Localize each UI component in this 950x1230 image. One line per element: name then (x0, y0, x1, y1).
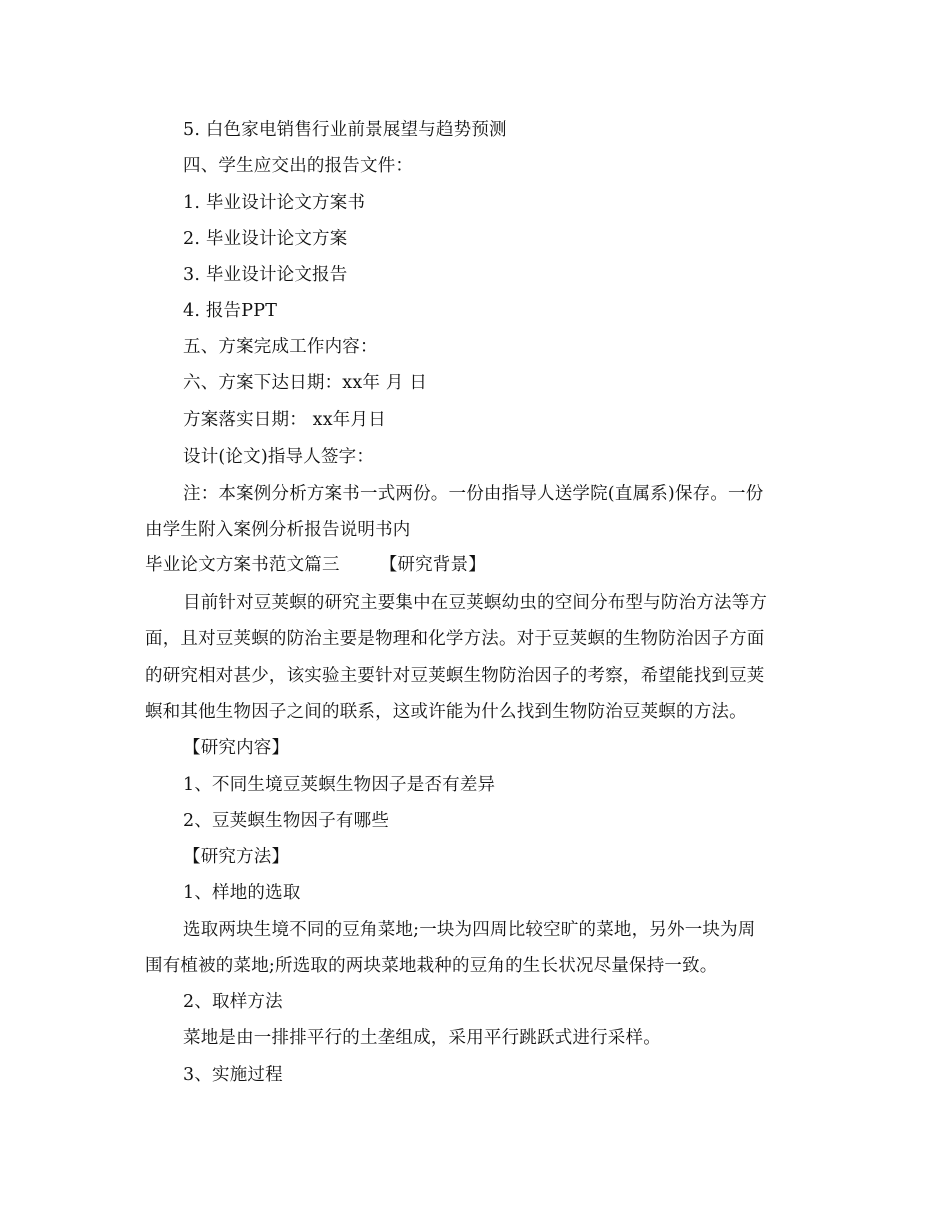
list-item: 3、实施过程 (183, 1065, 283, 1085)
date-line: 六、方案下达日期：xx年 月 日 (183, 373, 428, 393)
section-bracket-heading: 【研究背景】 (379, 555, 486, 575)
bracket-heading: 【研究内容】 (183, 738, 290, 758)
bracket-heading: 【研究方法】 (183, 847, 290, 867)
list-item: 2、取样方法 (183, 992, 283, 1012)
section-heading: 四、学生应交出的报告文件： (183, 156, 414, 176)
paragraph-line: 菜地是由一排排平行的土垄组成，采用平行跳跃式进行采样。 (183, 1028, 661, 1048)
list-item: 5. 白色家电销售行业前景展望与趋势预测 (183, 120, 507, 140)
list-item: 2. 毕业设计论文方案 (183, 229, 348, 249)
section-heading: 五、方案完成工作内容： (183, 337, 378, 357)
note-line: 注：本案例分析方案书一式两份。一份由指导人送学院(直属系)保存。一份 (183, 484, 764, 504)
section-title-row (145, 554, 486, 576)
paragraph-line: 选取两块生境不同的豆角菜地;一块为四周比较空旷的菜地，另外一块为周 (183, 920, 756, 940)
paragraph-line: 螟和其他生物因子之间的联系，这或许能为什么找到生物防治豆荚螟的方法。 (145, 702, 747, 722)
paragraph-line: 面，且对豆荚螟的防治主要是物理和化学方法。对于豆荚螟的生物防治因子方面 (145, 629, 765, 649)
paragraph-line: 目前针对豆荚螟的研究主要集中在豆荚螟幼虫的空间分布型与防治方法等方 (183, 593, 768, 613)
list-item: 1、不同生境豆荚螟生物因子是否有差异 (183, 775, 496, 795)
list-item: 1. 毕业设计论文方案书 (183, 193, 366, 213)
list-item: 1、样地的选取 (183, 883, 301, 903)
section-title: 毕业论文方案书范文篇三 (145, 555, 340, 575)
list-item: 4. 报告PPT (183, 301, 278, 321)
list-item: 3. 毕业设计论文报告 (183, 265, 348, 285)
paragraph-line: 的研究相对甚少，该实验主要针对豆荚螟生物防治因子的考察，希望能找到豆荚 (145, 666, 765, 686)
list-item: 2、豆荚螟生物因子有哪些 (183, 811, 390, 831)
note-line: 由学生附入案例分析报告说明书内 (145, 520, 411, 540)
date-line: 方案落实日期： xx年月日 (183, 410, 386, 430)
paragraph-line: 围有植被的菜地;所选取的两块菜地栽种的豆角的生长状况尽量保持一致。 (145, 956, 718, 976)
signature-line: 设计(论文)指导人签字： (183, 447, 375, 467)
